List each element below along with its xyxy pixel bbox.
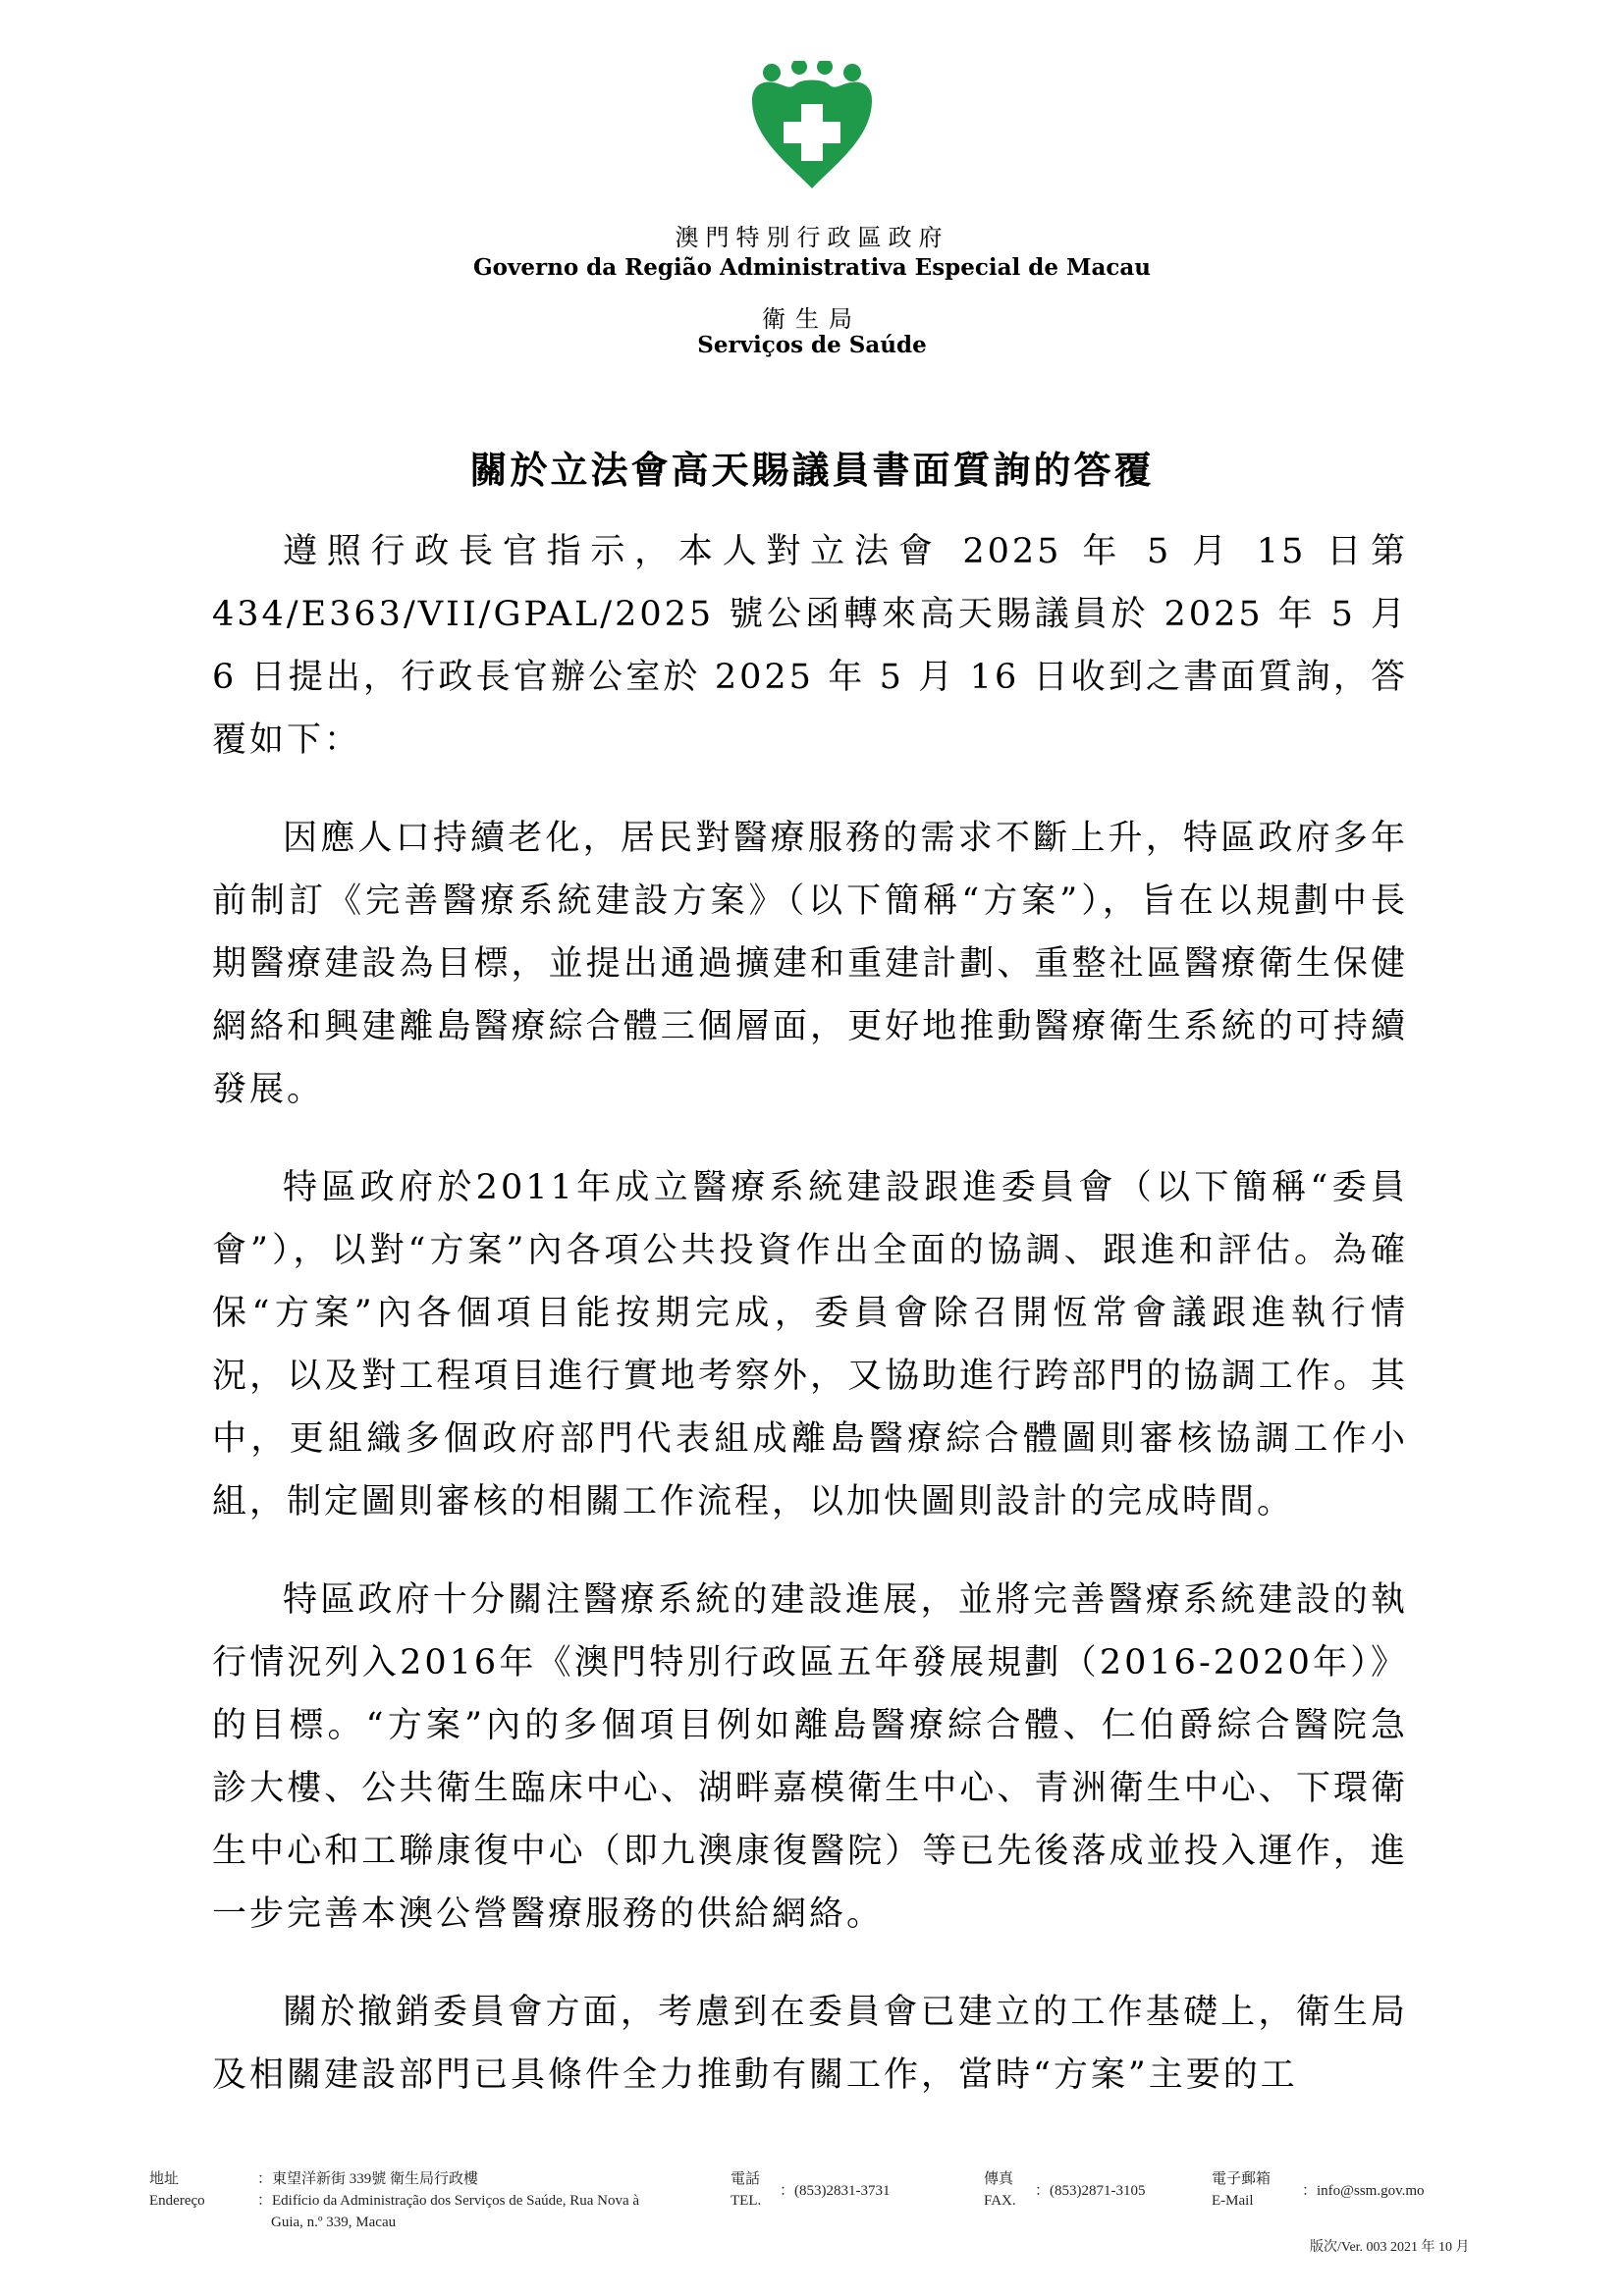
- document-title: 關於立法會高天賜議員書面質詢的答覆: [469, 448, 1155, 492]
- fax-label-chinese: 傳真: [984, 2171, 1014, 2187]
- department-name-chinese: 衛生局: [762, 305, 862, 333]
- paragraph: 遵照行政長官指示，本人對立法會 2025 年 5 月 15 日第 434/E363/VII/GPAL/2025 號公函轉來高天賜議員於 2025 年 5 月 6 日提出，行政長官辦公室於 2025 年 5 月 16 日收到之書面質詢，答覆如下：: [212, 532, 1408, 760]
- tel-number: ：(853)2831-3731: [780, 2183, 891, 2199]
- address-label-chinese: 地址: [149, 2171, 180, 2187]
- tel-label-english: TEL.: [731, 2193, 762, 2209]
- paragraph: 特區政府十分關注醫療系統的建設進展，並將完善醫療系統建設的執行情況列入2016年《澳門特別行政區五年發展規劃（2016-2020年）》的目標。“方案”內的多個項目例如離島醫療綜合體、仁伯爵綜合醫院急診大樓、公共衛生臨床中心、湖畔嘉模衛生中心、青洲衛生中心、下環衛生中心和工聯康復中心（即九澳康復醫院）等已先後落成並投入運作，進一步完善本澳公營醫療服務的供給網絡。: [212, 1580, 1408, 1934]
- email-address: ：info@ssm.gov.mo: [1302, 2183, 1425, 2199]
- government-name-chinese: 澳門特別行政區政府: [675, 224, 949, 251]
- health-bureau-logo-icon: [750, 61, 874, 190]
- address-chinese: ：東望洋新街 339號 衛生局行政樓: [257, 2171, 479, 2187]
- email-label-chinese: 電子郵箱: [1212, 2171, 1272, 2187]
- paragraph: 因應人口持續老化，居民對醫療服務的需求不斷上升，特區政府多年前制訂《完善醫療系統建設方案》（以下簡稱“方案”），旨在以規劃中長期醫療建設為目標，並提出通過擴建和重建計劃、重整社區醫療衛生保健網絡和興建離島醫療綜合體三個層面，更好地推動醫療衛生系統的可持續發展。: [212, 819, 1408, 1109]
- address-portuguese-line1: ：Edifício da Administração dos Serviços de Saúde, Rua Nova à: [257, 2193, 640, 2209]
- department-name-portuguese: Serviços de Saúde: [697, 332, 927, 358]
- fax-label-english: FAX.: [984, 2193, 1016, 2209]
- email-label-english: E-Mail: [1212, 2193, 1254, 2209]
- address-portuguese-line2: Guia, n.º 339, Macau: [271, 2215, 397, 2230]
- version-note: 版次/Ver. 003 2021 年 10 月: [1310, 2240, 1470, 2255]
- paragraph: 特區政府於2011年成立醫療系統建設跟進委員會（以下簡稱“委員會”），以對“方案”內各項公共投資作出全面的協調、跟進和評估。為確保“方案”內各個項目能按期完成，委員會除召開恆常會議跟進執行情況，以及對工程項目進行實地考察外，又協助進行跨部門的協調工作。其中，更組織多個政府部門代表組成離島醫療綜合體圖則審核協調工作小組，制定圖則審核的相關工作流程，以加快圖則設計的完成時間。: [212, 1168, 1408, 1522]
- tel-label-chinese: 電話: [731, 2171, 761, 2187]
- paragraph: 關於撤銷委員會方面，考慮到在委員會已建立的工作基礎上，衛生局及相關建設部門已具條件全力推動有關工作，當時“方案”主要的工: [212, 1993, 1408, 2095]
- fax-number: ：(853)2871-3105: [1035, 2183, 1146, 2199]
- address-label-portuguese: Endereço: [149, 2193, 205, 2209]
- government-name-portuguese: Governo da Região Administrativa Especial de Macau: [473, 254, 1151, 281]
- document-body: [212, 520, 1408, 2142]
